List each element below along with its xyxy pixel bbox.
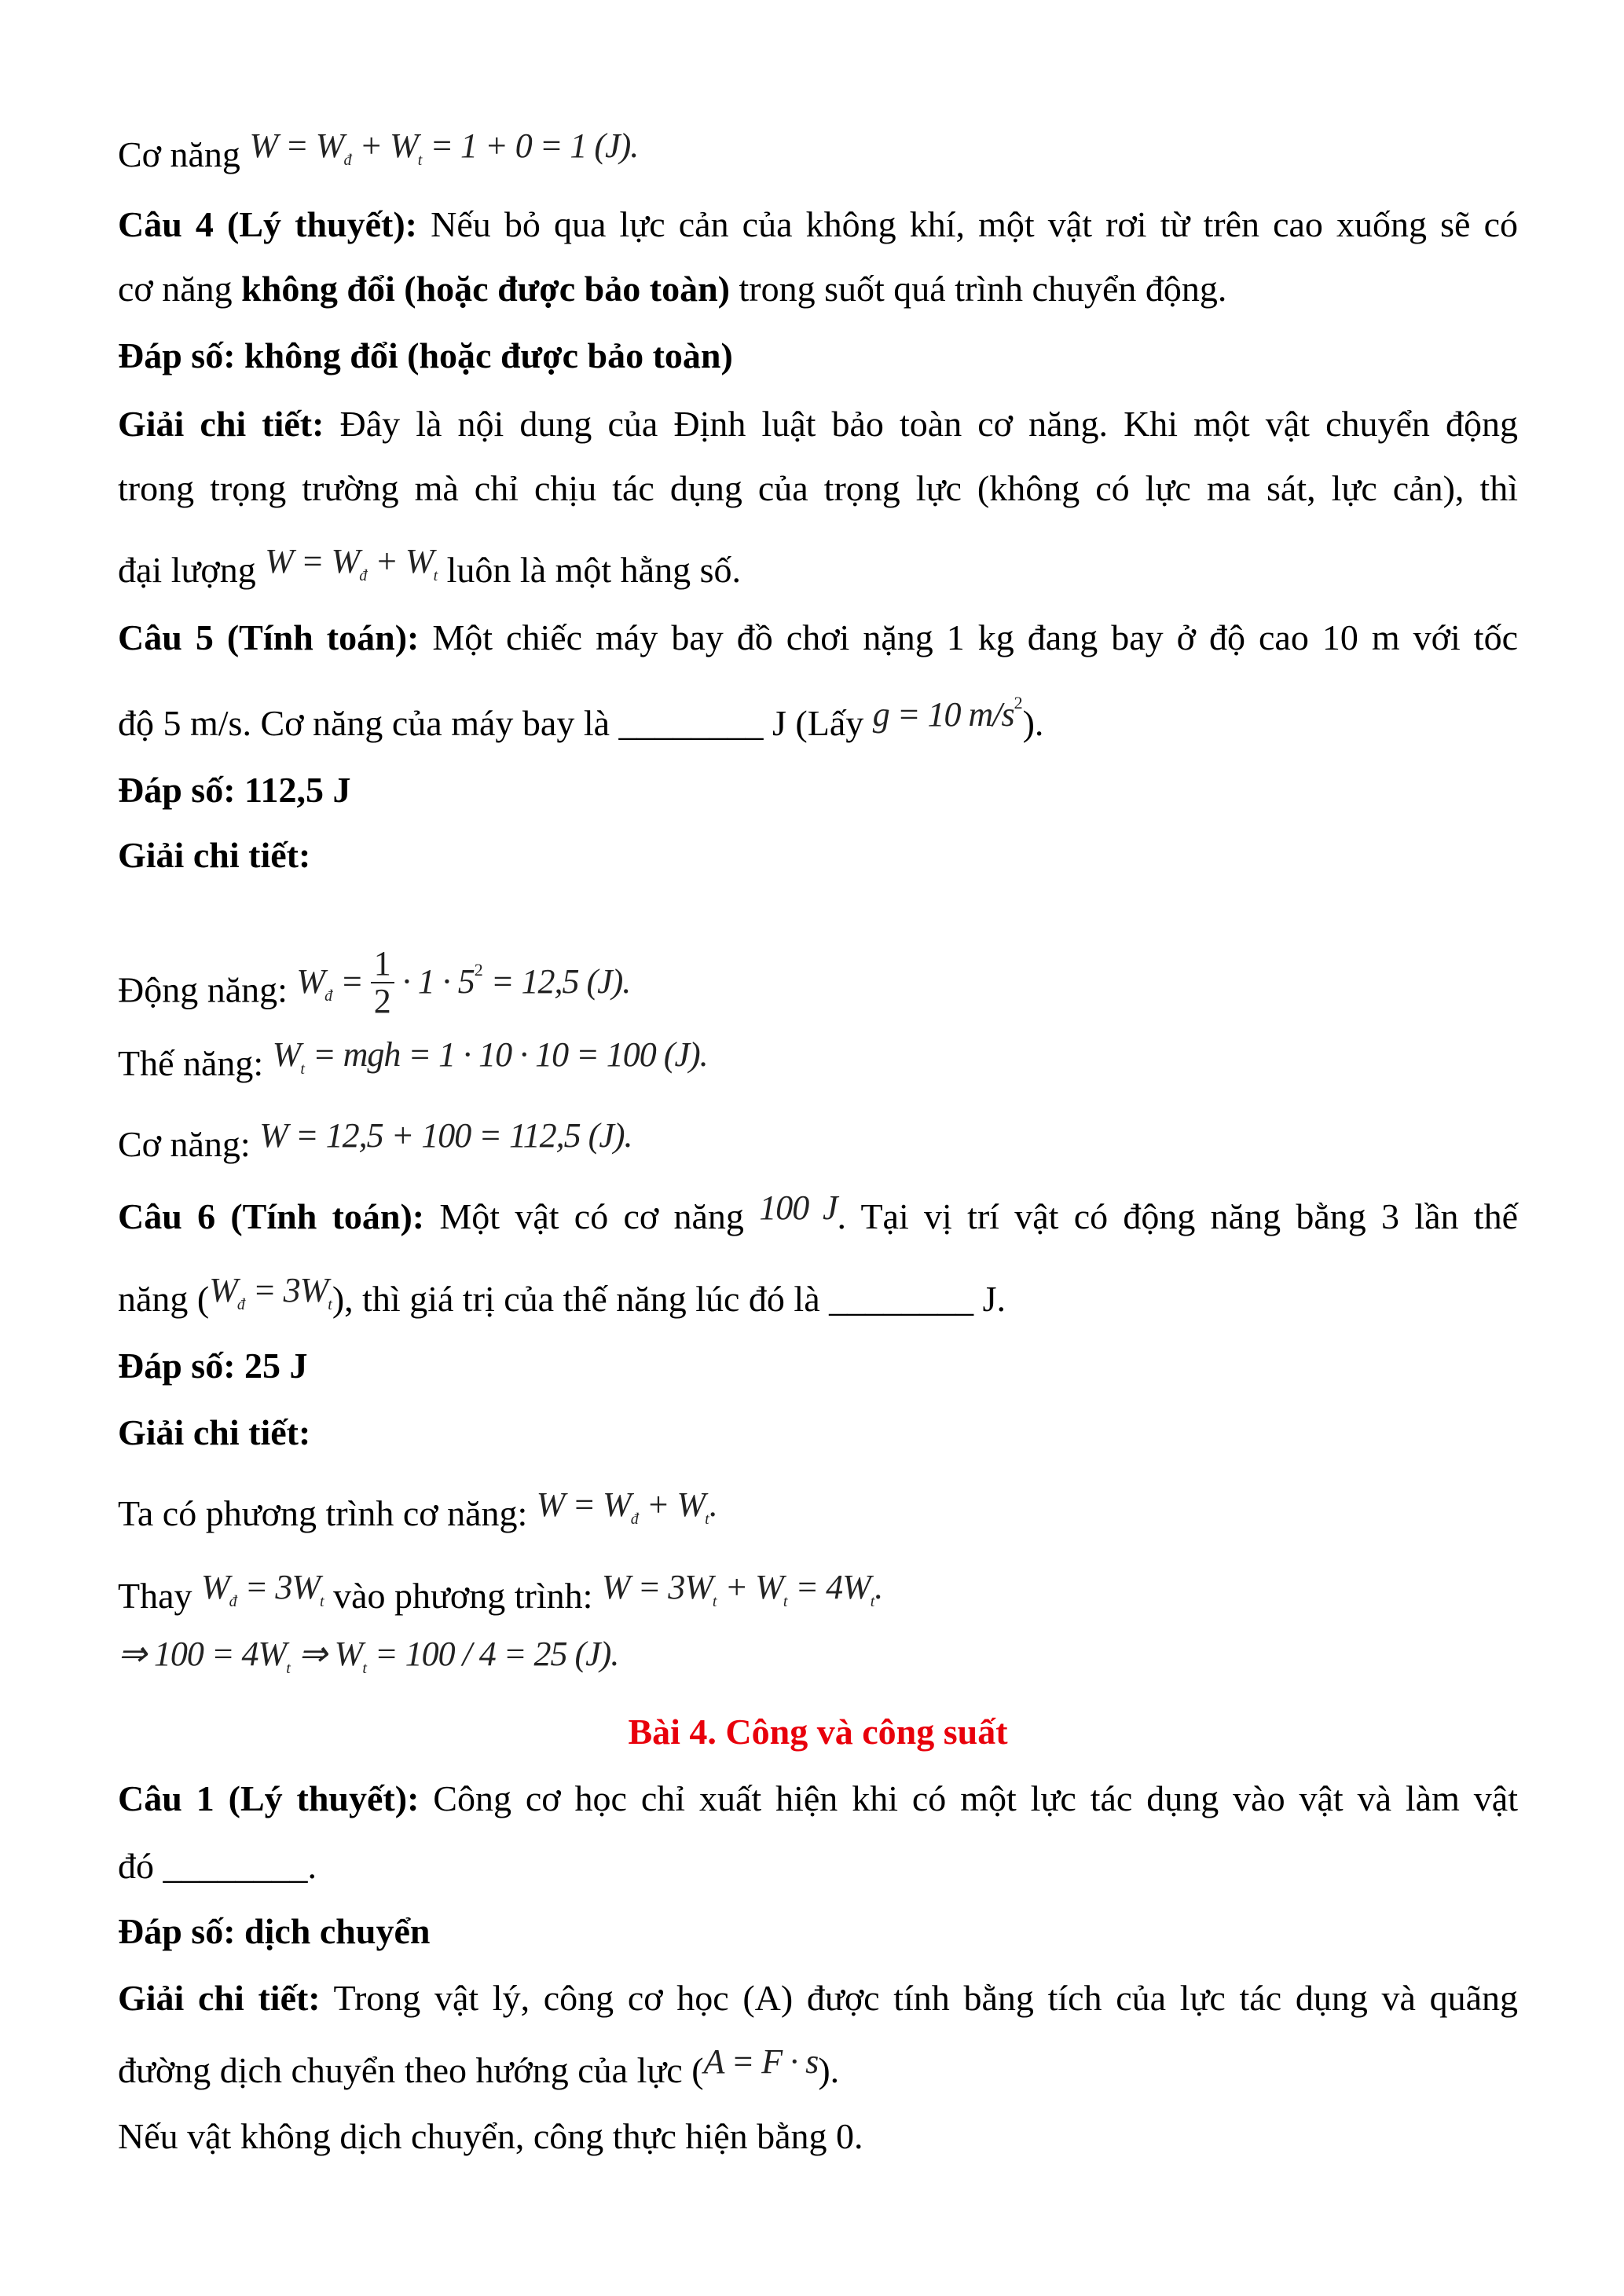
text-line <box>118 1973 1518 2023</box>
math-expression: + W <box>717 1568 783 1606</box>
text: Một chiếc máy bay đồ chơi nặng 1 kg đang bay ở độ cao 10 m với tốc <box>419 617 1518 657</box>
math-expression: = 3W <box>236 1568 321 1606</box>
math-expression: + W <box>351 126 418 165</box>
text: Ta có phương trình cơ năng: <box>118 1493 537 1533</box>
math-expression: + W <box>367 542 434 580</box>
math-subscript: đ <box>236 1296 245 1313</box>
text: cơ năng <box>118 269 242 309</box>
math-subscript: t <box>433 567 438 584</box>
section-heading <box>118 1707 1518 1757</box>
text: độ 5 m/s. Cơ năng của máy bay là ________ J (Lấy <box>118 703 873 743</box>
math-subscript: t <box>328 1296 332 1313</box>
bold-text: Đáp số: 25 J <box>118 1346 308 1386</box>
text: đường dịch chuyển theo hướng của lực ( <box>118 2050 704 2090</box>
heading-text: Bài 4. Công và công suất <box>628 1712 1008 1752</box>
bold-text: Đáp số: 112,5 J <box>118 770 351 810</box>
text-line <box>118 1485 1518 1539</box>
text: trong suốt quá trình chuyển động. <box>729 269 1227 309</box>
math-expression: 100 J <box>759 1188 838 1227</box>
bold-text: Câu 5 (Tính toán): <box>118 617 420 657</box>
math-expression: . <box>874 1568 883 1606</box>
text: vào phương trình: <box>324 1576 602 1616</box>
text-line <box>118 542 1518 595</box>
math-subscript: t <box>362 1660 367 1677</box>
math-expression: g = 10 m/s <box>872 695 1014 734</box>
bold-text: Câu 6 (Tính toán): <box>118 1196 425 1236</box>
text-line <box>118 331 1518 381</box>
text-line <box>118 264 1518 314</box>
math-expression: A = F · s <box>703 2042 819 2081</box>
math-subscript: t <box>870 1593 875 1610</box>
math-subscript: t <box>286 1660 291 1677</box>
math-expression: W = 3W <box>601 1568 713 1606</box>
bold-text: Giải chi tiết: <box>118 404 324 444</box>
text: Cơ năng: <box>118 1124 260 1164</box>
math-expression: = 4W <box>787 1568 871 1606</box>
math-subscript: t <box>712 1593 717 1610</box>
math-expression: · 1 · 5 <box>394 961 475 1001</box>
math-subscript: đ <box>229 1593 237 1610</box>
text: Nếu bỏ qua lực cản của không khí, một vật rơi từ trên cao xuống sẽ có <box>417 204 1518 244</box>
math-expression: = <box>332 961 371 1001</box>
math-expression: = 3W <box>244 1271 328 1309</box>
text: năng ( <box>118 1279 210 1319</box>
math-expression: W = W <box>536 1485 631 1524</box>
text: trong trọng trường mà chỉ chịu tác dụng của trọng lực (không có lực ma sát, lực cản), thì <box>118 468 1518 508</box>
text-line <box>118 399 1518 449</box>
math-expression: ⇒ 100 = 4W <box>118 1635 287 1673</box>
text: Cơ năng <box>118 134 250 174</box>
bold-text: Đáp số: không đổi (hoặc được bảo toàn) <box>118 335 733 375</box>
fraction-denominator: 2 <box>373 982 391 1020</box>
text-line <box>118 944 1518 1020</box>
math-expression: W = W <box>249 126 344 165</box>
text-line <box>118 200 1518 250</box>
text: đại lượng <box>118 550 266 590</box>
math-subscript: t <box>417 152 423 169</box>
text: Nếu vật không dịch chuyển, công thực hiện bằng 0. <box>118 2116 863 2156</box>
text-line <box>118 1271 1518 1324</box>
text: ). <box>818 2050 840 2090</box>
math-expression: ⇒ W <box>290 1635 363 1673</box>
bold-text: Giải chi tiết: <box>118 1412 311 1452</box>
text: . Tại vị trí vật có động năng bằng 3 lần thế <box>837 1196 1518 1236</box>
text-line <box>118 765 1518 815</box>
fraction-numerator: 1 <box>371 946 394 983</box>
math-expression: W = 12,5 + 100 = 112,5 (J). <box>259 1116 632 1155</box>
text-line <box>118 1906 1518 1957</box>
text-line <box>118 463 1518 514</box>
math-subscript: t <box>783 1593 788 1610</box>
text: Đây là nội dung của Định luật bảo toàn cơ năng. Khi một vật chuyển động <box>324 404 1518 444</box>
math-expression: W = W <box>265 542 360 580</box>
math-expression: W <box>209 1271 237 1309</box>
math-superscript: 2 <box>1014 693 1023 712</box>
text-line <box>118 693 1518 749</box>
text: Công cơ học chỉ xuất hiện khi có một lực tác dụng vào vật và làm vật <box>419 1778 1518 1818</box>
bold-text: Đáp số: dịch chuyển <box>118 1911 431 1951</box>
text: Một vật có cơ năng <box>424 1196 760 1236</box>
bold-text: không đổi (hoặc được bảo toàn) <box>241 269 730 309</box>
text: ), thì giá trị của thế năng lúc đó là ________ J. <box>332 1279 1006 1319</box>
text: Trong vật lý, công cơ học (A) được tính bằng tích của lực tác dụng và quãng <box>320 1978 1518 2018</box>
math-subscript: đ <box>630 1511 639 1528</box>
text-line <box>118 2111 1518 2162</box>
text: Thay <box>118 1576 202 1616</box>
math-subscript: t <box>320 1593 324 1610</box>
math-expression: = 100 / 4 = 25 (J). <box>366 1635 619 1673</box>
text-line <box>118 1116 1518 1170</box>
math-expression: = 1 + 0 = 1 (J). <box>422 126 639 165</box>
math-subscript: t <box>705 1511 709 1528</box>
bold-text: Câu 1 (Lý thuyết): <box>118 1778 420 1818</box>
text-line <box>118 1635 1518 1688</box>
text-line <box>118 1841 1518 1891</box>
text-line <box>118 613 1518 663</box>
text-line <box>118 1188 1518 1242</box>
math-expression: W <box>272 1035 301 1074</box>
bold-text: Giải chi tiết: <box>118 835 311 875</box>
math-subscript: đ <box>359 567 368 584</box>
bold-text: Câu 4 (Lý thuyết): <box>118 204 417 244</box>
text-line <box>118 126 1518 180</box>
text-line <box>118 1035 1518 1089</box>
math-expression: W <box>296 961 325 1001</box>
math-subscript: đ <box>343 152 352 169</box>
math-expression: = 12,5 (J). <box>482 961 631 1001</box>
math-expression: + W <box>638 1485 706 1524</box>
text-line <box>118 1568 1518 1621</box>
text-line <box>118 2042 1518 2096</box>
text: ). <box>1022 703 1044 743</box>
text-line <box>118 1774 1518 1824</box>
math-subscript: t <box>300 1060 305 1078</box>
math-expression: = mgh = 1 · 10 · 10 = 100 (J). <box>304 1035 708 1074</box>
bold-text: Giải chi tiết: <box>118 1978 321 2018</box>
text-line <box>118 1408 1518 1458</box>
text-line <box>118 830 1518 881</box>
math-expression: . <box>709 1485 717 1524</box>
math-superscript: 2 <box>474 959 483 980</box>
text-line <box>118 1341 1518 1391</box>
math-expression: W <box>201 1568 229 1606</box>
math-subscript: đ <box>324 987 333 1005</box>
text: Động năng: <box>118 969 297 1010</box>
text: Thế năng: <box>118 1043 273 1083</box>
text: luôn là một hằng số. <box>438 550 741 590</box>
math-fraction <box>371 946 394 1020</box>
text: đó ________. <box>118 1846 317 1886</box>
